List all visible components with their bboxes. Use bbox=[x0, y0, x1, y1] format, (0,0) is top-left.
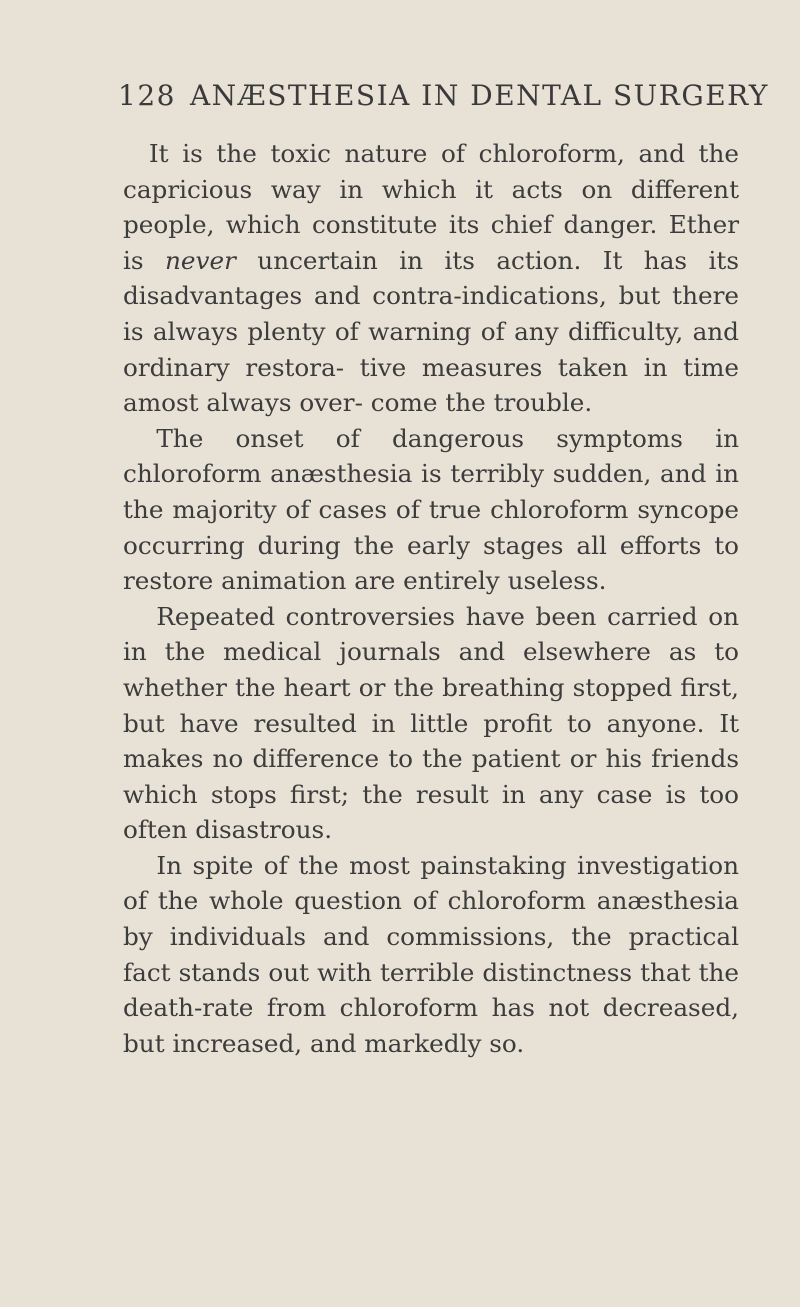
running-title: ANÆSTHESIA IN DENTAL SURGERY bbox=[189, 79, 769, 112]
page-number: 128 bbox=[118, 79, 176, 112]
running-head bbox=[118, 78, 769, 114]
paragraph-1 bbox=[123, 136, 739, 421]
paragraph-2: The onset of dangerous symptoms in chloroform anæsthesia is terribly sudden, and in the majority of cases of true chloroform syncope occurring during the early stages all efforts to restore animation are entirely useless. bbox=[123, 423, 739, 596]
paragraph-1-text-b: uncertain in its action. It has its disadvantages and contra-indications, but there is always plenty of warning of any difficulty, and ordinary restora- tive measures taken in time amost always over- come the trouble. bbox=[123, 245, 739, 418]
paragraph-4: In spite of the most painstaking investigation of the whole question of chloroform anæsthesia by individuals and commissions, the practical fact stands out with terrible distinctness that the death-rate from chloroform has not decreased, but increased, and markedly so. bbox=[123, 850, 739, 1058]
paragraph-1-text-a: It is the toxic nature of chloroform, and the capricious way in which it acts on different people, which constitute its chief danger. Ether is bbox=[123, 139, 739, 275]
body-text bbox=[123, 136, 739, 1061]
emphasis-never: never bbox=[165, 245, 236, 275]
paragraph-3: Repeated controversies have been carried on in the medical journals and elsewhere as to whether the heart or the breathing stopped first, but have resulted in little profit to anyone. It makes no difference to the patient or his friends which stops first; the result in any case is too often disastrous. bbox=[123, 601, 739, 845]
